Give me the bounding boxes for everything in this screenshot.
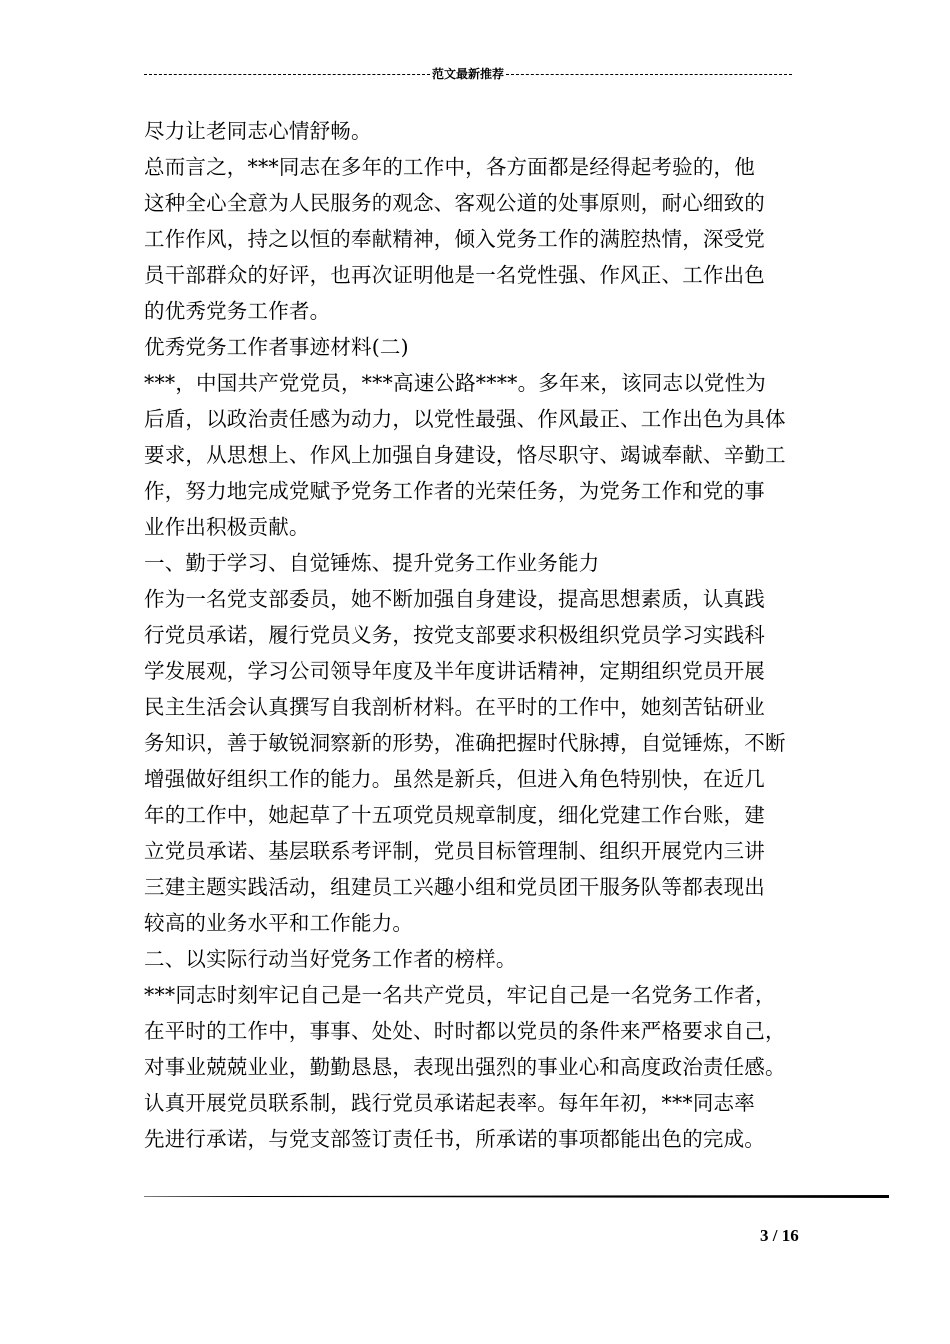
text-line: 立党员承诺、基层联系考评制，党员目标管理制、组织开展党内三讲 — [144, 839, 765, 863]
text-line: 年的工作中，她起草了十五项党员规章制度，细化党建工作台账，建 — [144, 803, 765, 827]
text-line: 业作出积极贡献。 — [144, 515, 310, 539]
text-line: 工作作风，持之以恒的奉献精神，倾入党务工作的满腔热情，深受党 — [144, 227, 765, 251]
footer-rule — [144, 1195, 889, 1198]
text-line: 员干部群众的好评，也再次证明他是一名党性强、作风正、工作出色 — [144, 263, 765, 287]
text-line: 作为一名党支部委员，她不断加强自身建设，提高思想素质，认真践 — [144, 587, 765, 611]
text-line: 这种全心全意为人民服务的观念、客观公道的处事原则，耐心细致的 — [144, 191, 765, 215]
section-heading: 一、勤于学习、自觉锤炼、提升党务工作业务能力 — [144, 551, 600, 575]
header-dash-left — [144, 74, 430, 75]
text-line: 先进行承诺，与党支部签订责任书，所承诺的事项都能出色的完成。 — [144, 1127, 765, 1151]
text-line: 在平时的工作中，事事、处处、时时都以党员的条件来严格要求自己， — [144, 1019, 786, 1043]
header-title: 范文最新推荐 — [432, 67, 505, 81]
text-line: 增强做好组织工作的能力。虽然是新兵，但进入角色特别快，在近几 — [144, 767, 765, 791]
text-line: 民主生活会认真撰写自我剖析材料。在平时的工作中，她刻苦钻研业 — [144, 695, 765, 719]
text-line: 三建主题实践活动，组建员工兴趣小组和党员团干服务队等都表现出 — [144, 875, 765, 899]
text-line: 总而言之，***同志在多年的工作中，各方面都是经得起考验的，他 — [144, 155, 755, 179]
text-line: 较高的业务水平和工作能力。 — [144, 911, 414, 935]
text-line: 作，努力地完成党赋予党务工作者的光荣任务，为党务工作和党的事 — [144, 479, 765, 503]
text-line: 务知识，善于敏锐洞察新的形势，准确把握时代脉搏，自觉锤炼，不断 — [144, 731, 786, 755]
text-line: ***同志时刻牢记自己是一名共产党员，牢记自己是一名党务工作者， — [144, 983, 776, 1007]
section-heading: 二、以实际行动当好党务工作者的榜样。 — [144, 947, 517, 971]
text-line: 学发展观，学习公司领导年度及半年度讲话精神，定期组织党员开展 — [144, 659, 765, 683]
text-line: 对事业兢兢业业，勤勤恳恳，表现出强烈的事业心和高度政治责任感。 — [144, 1055, 786, 1079]
header-dash-right — [506, 74, 792, 75]
page-header — [144, 66, 792, 82]
text-line: 要求，从思想上、作风上加强自身建设，恪尽职守、竭诚奉献、辛勤工 — [144, 443, 786, 467]
text-line: 尽力让老同志心情舒畅。 — [144, 119, 372, 143]
text-line: 后盾，以政治责任感为动力，以党性最强、作风最正、工作出色为具体 — [144, 407, 786, 431]
page-number: 3 / 16 — [760, 1226, 799, 1245]
document-body — [144, 113, 824, 1157]
text-line: 认真开展党员联系制，践行党员承诺起表率。每年年初，***同志率 — [144, 1091, 755, 1115]
text-line: 行党员承诺，履行党员义务，按党支部要求积极组织党员学习实践科 — [144, 623, 765, 647]
text-line: 的优秀党务工作者。 — [144, 299, 331, 323]
text-line: ***，中国共产党党员，***高速公路****。多年来，该同志以党性为 — [144, 371, 766, 395]
section-heading: 优秀党务工作者事迹材料(二) — [144, 335, 409, 359]
